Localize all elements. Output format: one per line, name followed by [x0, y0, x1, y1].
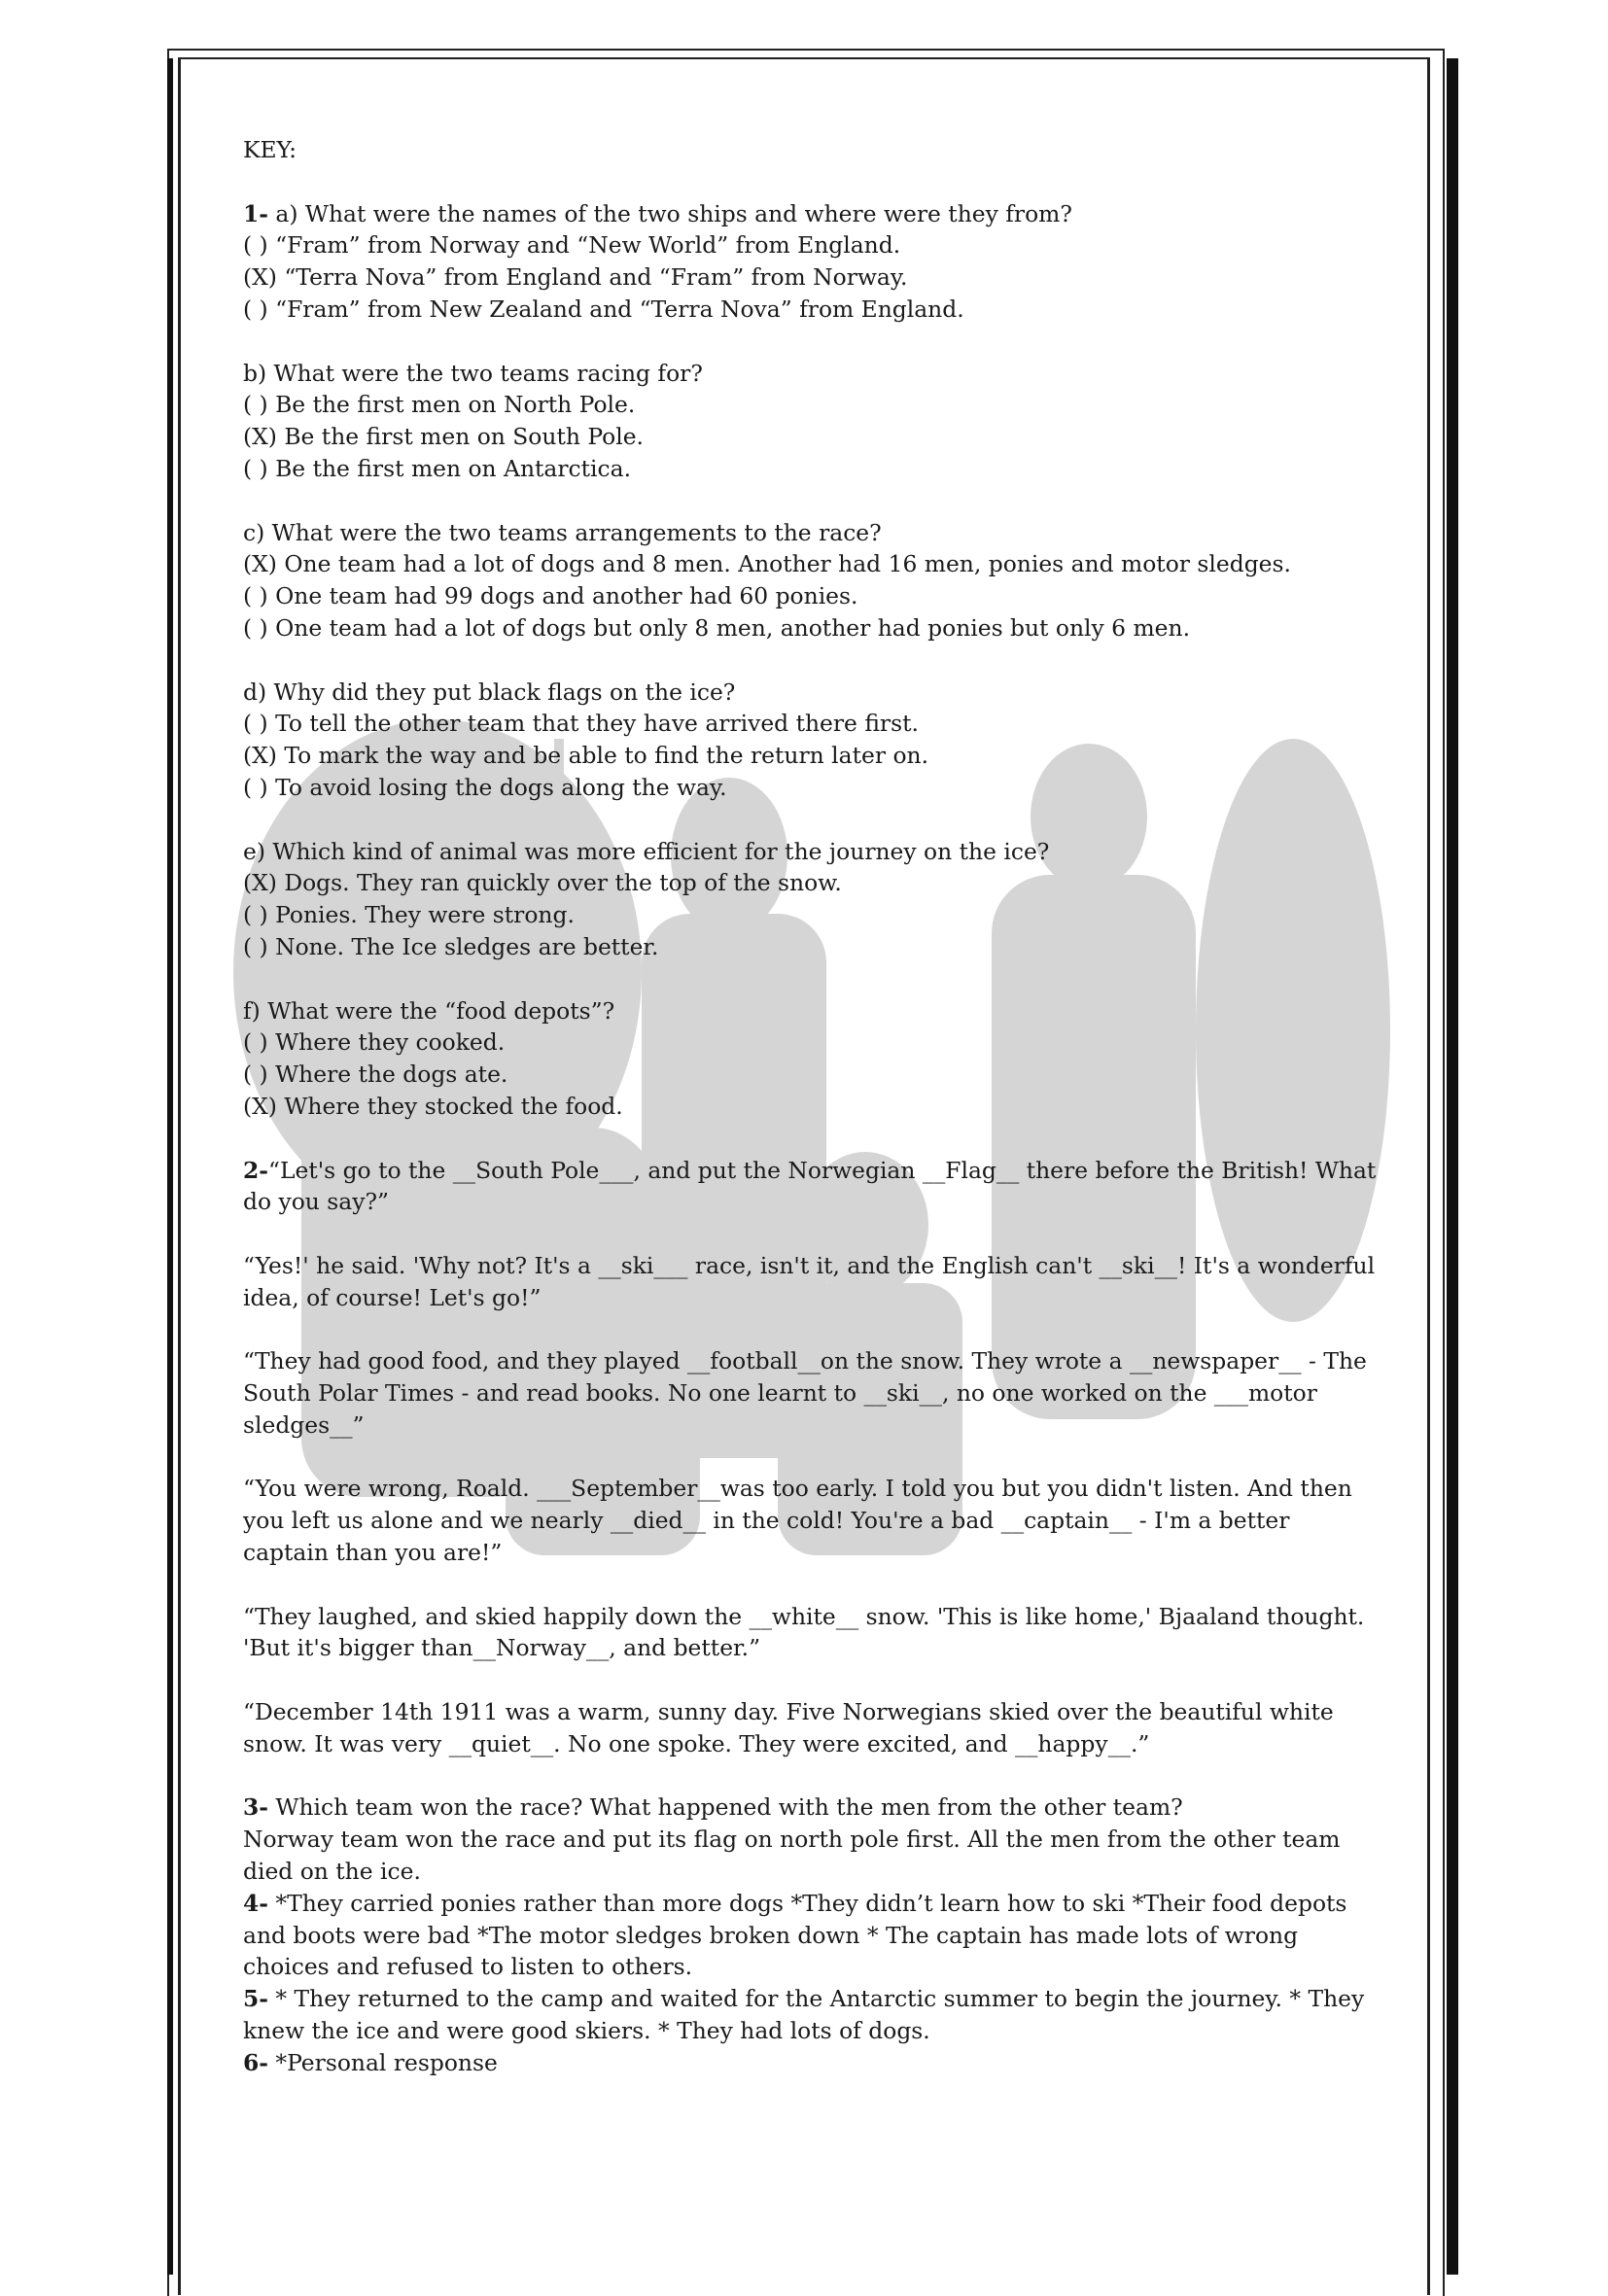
q6-answer-line: 6- *Personal response [243, 2048, 498, 2076]
key-title: KEY: [243, 136, 297, 163]
q3-answer-line: died on the ice. [243, 1858, 421, 1886]
q1-d-question: d) Why did they put black flags on the ice? [243, 678, 736, 706]
q1-d-option: (X) To mark the way and be able to find the return later on. [243, 742, 929, 770]
q2-paragraph-line: “December 14th 1911 was a warm, sunny day. Five Norwegians skied over the beautiful white [243, 1698, 1334, 1726]
q1-number: 1- [243, 199, 268, 227]
q1-f-option: (X) Where they stocked the food. [243, 1092, 623, 1120]
q1-e-option: ( ) Ponies. They were strong. [243, 901, 575, 929]
q1-b-option: ( ) Be the first men on Antarctica. [243, 454, 631, 482]
q2-paragraph-line: sledges__” [243, 1410, 365, 1439]
q3-question: 3- Which team won the race? What happened with the men from the other team? [243, 1793, 1183, 1822]
q1-e-option: ( ) None. The Ice sledges are better. [243, 932, 659, 960]
q1-b-option: (X) Be the first men on South Pole. [243, 423, 644, 451]
answer-key-content [243, 134, 1381, 2079]
q1-c-question: c) What were the two teams arrangements to the race? [243, 518, 882, 546]
q1-e-option: (X) Dogs. They ran quickly over the top of the snow. [243, 869, 842, 897]
q1-b-option: ( ) Be the first men on North Pole. [243, 391, 636, 419]
q2-paragraph-line: you left us alone and we nearly __died__ in the cold! You're a bad __captain__ - I'm a better [243, 1507, 1290, 1535]
q1-f-option: ( ) Where they cooked. [243, 1028, 506, 1057]
q1-d-option: ( ) To tell the other team that they have arrived there first. [243, 710, 919, 738]
q2-paragraph-line: snow. It was very __quiet__. No one spoke. They were excited, and __happy__.” [243, 1729, 1150, 1757]
q2-paragraph-line: “You were wrong, Roald. ___September__was too early. I told you but you didn't listen. And then [243, 1475, 1352, 1503]
page-frame-shadow-left [167, 58, 173, 2275]
q1-a-question: 1- a) What were the names of the two ships and where were they from? [243, 199, 1072, 227]
q4-answer-line: and boots were bad *The motor sledges broken down * The captain has made lots of wrong [243, 1921, 1299, 1949]
q3-answer-line: Norway team won the race and put its flag on north pole first. All the men from the other team [243, 1826, 1341, 1854]
q1-a-option: ( ) “Fram” from New Zealand and “Terra Nova” from England. [243, 295, 964, 323]
q2-paragraph-line: “They laughed, and skied happily down the __white__ snow. 'This is like home,' Bjaaland thought. [243, 1602, 1365, 1630]
q4-answer-line: choices and refused to listen to others. [243, 1953, 693, 1981]
q5-number: 5- [243, 1985, 268, 2013]
q2-paragraph-line: “They had good food, and they played __football__on the snow. They wrote a __newspaper__ - The [243, 1347, 1367, 1375]
q2-paragraph-line: South Polar Times - and read books. No one learnt to __ski__, no one worked on the ___motor [243, 1379, 1317, 1408]
q2-paragraph-line: do you say?” [243, 1188, 389, 1216]
q1-a-option: ( ) “Fram” from Norway and “New World” from England. [243, 231, 901, 260]
q1-b-question: b) What were the two teams racing for? [243, 359, 703, 387]
page-frame-shadow-right [1447, 58, 1458, 2275]
q2-paragraph-line: idea, of course! Let's go!” [243, 1283, 542, 1311]
q6-number: 6- [243, 2048, 268, 2076]
q3-number: 3- [243, 1793, 268, 1822]
q4-number: 4- [243, 1889, 268, 1917]
q2-paragraph-line: 2-“Let's go to the __South Pole___, and put the Norwegian __Flag__ there before the British! What [243, 1156, 1377, 1184]
q4-answer-line: 4- *They carried ponies rather than more dogs *They didn’t learn how to ski *Their food depots [243, 1889, 1347, 1917]
q2-paragraph-line: “Yes!' he said. 'Why not? It's a __ski___ race, isn't it, and the English can't __ski__! It's a wonderful [243, 1251, 1376, 1279]
q1-d-option: ( ) To avoid losing the dogs along the way. [243, 773, 727, 801]
q2-paragraph-line: captain than you are!” [243, 1539, 503, 1567]
q1-c-option: ( ) One team had 99 dogs and another had 60 ponies. [243, 582, 858, 610]
q1-f-option: ( ) Where the dogs ate. [243, 1061, 508, 1089]
q5-answer-line: knew the ice and were good skiers. * They had lots of dogs. [243, 2017, 930, 2045]
q5-answer-line: 5- * They returned to the camp and waited for the Antarctic summer to begin the journey. * They [243, 1985, 1365, 2013]
q1-f-question: f) What were the “food depots”? [243, 996, 615, 1025]
q2-number: 2- [243, 1156, 268, 1184]
q2-paragraph-line: 'But it's bigger than__Norway__, and better.” [243, 1634, 761, 1662]
q1-e-question: e) Which kind of animal was more efficient for the journey on the ice? [243, 837, 1050, 865]
q1-c-option: (X) One team had a lot of dogs and 8 men. Another had 16 men, ponies and motor sledges. [243, 550, 1291, 578]
q1-c-option: ( ) One team had a lot of dogs but only 8 men, another had ponies but only 6 men. [243, 613, 1191, 642]
q1-a-option: (X) “Terra Nova” from England and “Fram” from Norway. [243, 263, 908, 292]
